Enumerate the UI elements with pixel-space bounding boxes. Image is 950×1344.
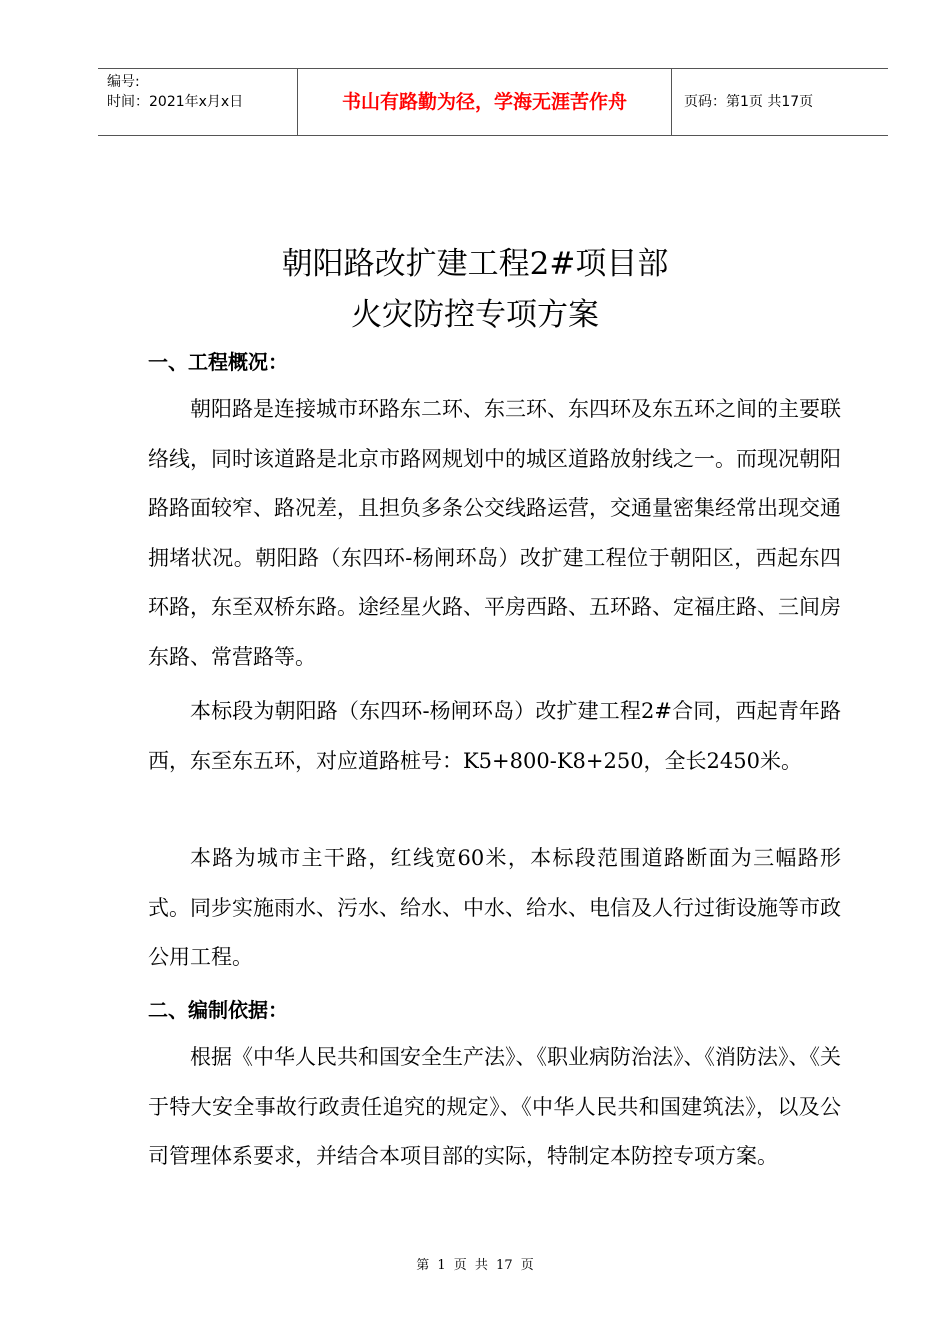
section-heading-overview: 一、工程概况： (148, 350, 288, 374)
paragraph-overview-1: 朝阳路是连接城市环路东二环、东三环、东四环及东五环之间的主要联络线，同时该道路是北京市路网规划中的城区道路放射线之一。而现况朝阳路路面较窄、路况差，且担负多条公交线路运营，交通量密集经常出现交通拥堵状况。朝阳路（东四环-杨闸环岛）改扩建工程位于朝阳区，西起东四环路，东至双桥东路。途经星火路、平房西路、五环路、定福庄路、三间房东路、常营路等。 (148, 397, 841, 669)
header-page-info: 页码：第1页 共17页 (684, 94, 814, 110)
header-motto: 书山有路勤为径，学海无涯苦作舟 (298, 69, 672, 135)
serial-number-label: 编号: (107, 74, 140, 90)
document-subtitle: 火灾防控专项方案 (351, 297, 599, 333)
page-footer: 第 1 页 共 17 页 (416, 1258, 534, 1273)
section-heading-basis: 二、编制依据： (148, 998, 288, 1022)
header-meta (98, 69, 298, 135)
paragraph-basis-1: 根据《中华人民共和国安全生产法》、《职业病防治法》、《消防法》、《关于特大安全事故行政责任追究的规定》、《中华人民共和国建筑法》，以及公司管理体系要求，并结合本项目部的实际，特制定本防控专项方案。 (148, 1045, 841, 1168)
paragraph-overview-3: 本路为城市主干路，红线宽60米，本标段范围道路断面为三幅路形式。同步实施雨水、污水、给水、中水、给水、电信及人行过街设施等市政公用工程。 (148, 846, 841, 969)
paragraph-overview-2: 本标段为朝阳路（东四环-杨闸环岛）改扩建工程2#合同，西起青年路西，东至东五环，对应道路桩号：K5+800-K8+250，全长2450米。 (148, 699, 841, 773)
page-header (98, 68, 888, 136)
date-label: 时间：2021年x月x日 (107, 94, 244, 110)
document-title: 朝阳路改扩建工程2#项目部 (281, 246, 669, 282)
